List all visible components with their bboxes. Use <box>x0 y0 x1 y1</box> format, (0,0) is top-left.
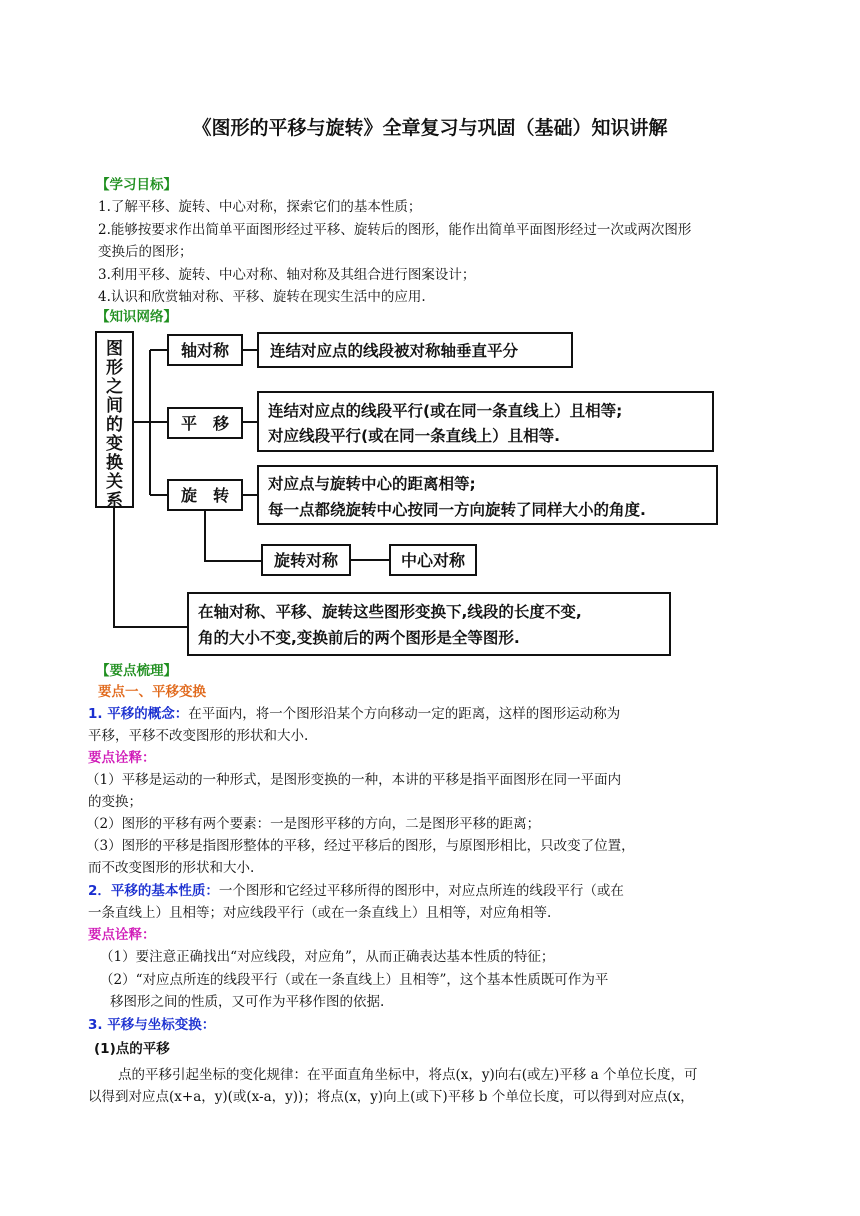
translation-desc-1: 连结对应点的线段平行(或在同一条直线上）且相等; <box>268 402 623 420</box>
goal-item-2: 2.能够按要求作出简单平面图形经过平移、旋转后的图形，能作出简单平面图形经过一次或两次图形 <box>98 222 692 238</box>
concept-2-label: 2．平移的基本性质： <box>88 883 219 899</box>
rotational-symmetry-label: 旋转对称 <box>273 551 339 570</box>
note-1-item-2: （2）图形的平移有两个要素：一是图形平移的方向，二是图形平移的距离； <box>86 816 541 832</box>
subsection-point-translation: (1)点的平移 <box>94 1041 170 1057</box>
rotation-to-rotsym <box>205 510 262 561</box>
root-char: 图 <box>106 339 123 359</box>
root-char: 间 <box>106 396 123 416</box>
paragraph-line-1: 点的平移引起坐标的变化规律：在平面直角坐标中，将点(x，y)向右(或左)平移 a 个单位长度，可 <box>118 1067 698 1083</box>
root-label <box>106 339 124 511</box>
axis-desc: 连结对应点的线段被对称轴垂直平分 <box>270 342 519 360</box>
root-char: 换 <box>106 453 123 473</box>
note-2-item-2-cont: 移图形之间的性质，又可作为平移作图的依据. <box>110 994 385 1010</box>
root-char: 系 <box>106 491 123 511</box>
rotation-desc-2: 每一点都绕旋转中心按同一方向旋转了同样大小的角度. <box>268 501 646 519</box>
note-1-item-1-cont: 的变换； <box>88 794 142 810</box>
root-to-summary <box>114 507 188 627</box>
root-char: 之 <box>106 377 123 397</box>
root-char: 的 <box>106 415 123 435</box>
summary-2: 角的大小不变,变换前后的两个图形是全等图形. <box>198 629 520 647</box>
summary-1: 在轴对称、平移、旋转这些图形变换下,线段的长度不变, <box>198 603 582 621</box>
rotation-desc-1: 对应点与旋转中心的距离相等; <box>268 475 476 493</box>
concept-1-label: 1. 平移的概念： <box>88 706 189 722</box>
translation-label: 平 移 <box>180 414 230 433</box>
translation-desc-2: 对应线段平行(或在同一条直线上）且相等. <box>268 427 560 445</box>
goal-item-2-cont: 变换后的图形； <box>98 244 193 260</box>
key-points-header: 【要点梳理】 <box>96 663 177 679</box>
concept-2-text: 一个图形和它经过平移所得的图形中，对应点所连的线段平行（或在 <box>218 883 624 899</box>
concept-3-label: 3. 平移与坐标变换： <box>88 1017 216 1033</box>
goals-header: 【学习目标】 <box>96 177 177 193</box>
network-header: 【知识网络】 <box>96 309 177 325</box>
note-2-item-2: （2）“对应点所连的线段平行（或在一条直线上）且相等”，这个基本性质既可作为平 <box>100 972 609 988</box>
rotation-label: 旋 转 <box>180 486 230 505</box>
axis-symmetry-label: 轴对称 <box>180 341 230 360</box>
root-char: 变 <box>106 434 123 454</box>
note-1-label: 要点诠释： <box>88 750 156 766</box>
root-char: 关 <box>106 472 123 492</box>
concept-1-cont: 平移，平移不改变图形的形状和大小. <box>88 728 309 744</box>
root-branches <box>133 350 168 495</box>
paragraph-line-2: 以得到对应点(x+a，y)(或(x-a，y))；将点(x，y)向上(或下)平移 b 个单位长度，可以得到对应点(x， <box>88 1089 694 1105</box>
goal-item-4: 4.认识和欣赏轴对称、平移、旋转在现实生活中的应用. <box>98 289 426 305</box>
note-1-item-3: （3）图形的平移是指图形整体的平移，经过平移后的图形，与原图形相比，只改变了位置， <box>86 838 635 854</box>
goal-item-3: 3.利用平移、旋转、中心对称、轴对称及其组合进行图案设计； <box>98 267 476 283</box>
root-char: 形 <box>106 358 123 378</box>
section-1-title: 要点一、平移变换 <box>98 684 206 700</box>
concept-1 <box>88 705 620 723</box>
concept-1-text: 在平面内，将一个图形沿某个方向移动一定的距离，这样的图形运动称为 <box>188 706 621 722</box>
note-2-item-1: （1）要注意正确找出“对应线段，对应角”，从而正确表达基本性质的特征； <box>100 949 555 965</box>
note-1-item-1: （1）平移是运动的一种形式，是图形变换的一种，本讲的平移是指平面图形在同一平面内 <box>86 772 622 788</box>
document-title: 《图形的平移与旋转》全章复习与巩固（基础）知识讲解 <box>192 117 668 139</box>
center-symmetry-label: 中心对称 <box>400 551 466 570</box>
knowledge-network-diagram <box>0 325 860 665</box>
note-2-label: 要点诠释： <box>88 927 156 943</box>
goal-item-1: 1.了解平移、旋转、中心对称，探索它们的基本性质； <box>98 199 422 215</box>
concept-2-cont: 一条直线上）且相等；对应线段平行（或在一条直线上）且相等，对应角相等. <box>88 905 552 921</box>
concept-2 <box>88 882 624 900</box>
note-1-item-3-cont: 而不改变图形的形状和大小. <box>88 860 255 876</box>
